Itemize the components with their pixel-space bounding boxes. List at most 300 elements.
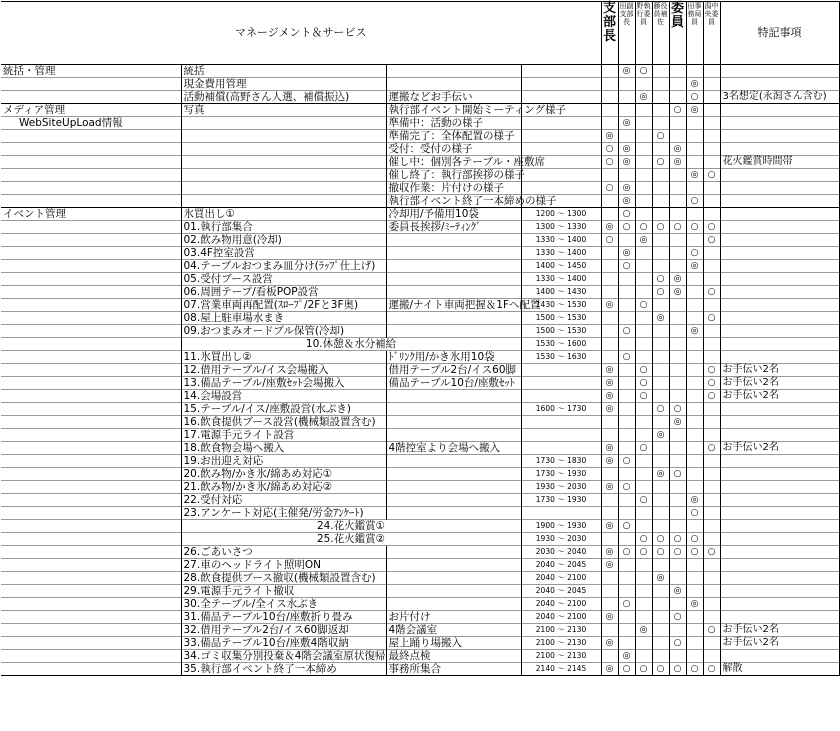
task-cell: 氷買出し①: [181, 208, 386, 221]
assignment-mark: [635, 325, 652, 338]
assignment-mark: [635, 312, 652, 325]
table-row: [1, 455, 839, 468]
assignment-mark: [686, 273, 703, 286]
assignment-mark: [601, 247, 618, 260]
note-cell: [720, 481, 839, 494]
assignment-mark: ○: [618, 663, 635, 676]
assignment-mark: [652, 585, 669, 598]
assignment-mark: [669, 130, 686, 143]
table-row: [1, 546, 839, 559]
category-cell: [1, 533, 181, 546]
assignment-mark: [635, 195, 652, 208]
assignment-mark: [618, 429, 635, 442]
assignment-mark: [686, 390, 703, 403]
assignment-mark: ○: [618, 325, 635, 338]
assignment-mark: ◎: [601, 663, 618, 676]
assignment-mark: [669, 299, 686, 312]
detail-cell: [386, 312, 521, 325]
table-row: [1, 637, 839, 650]
assignment-mark: [703, 598, 720, 611]
assignment-mark: ○: [652, 663, 669, 676]
assignment-mark: [686, 585, 703, 598]
table-row: [1, 78, 839, 91]
task-cell: 05.受付ブース設営: [181, 273, 386, 286]
assignment-mark: [703, 182, 720, 195]
assignment-mark: [652, 338, 669, 351]
notes-header: 特記事項: [720, 2, 839, 65]
time-cell: 2040 ～ 2100: [521, 572, 601, 585]
assignment-mark: ○: [635, 494, 652, 507]
time-cell: [521, 78, 601, 91]
assignment-mark: [601, 312, 618, 325]
table-row: [1, 325, 839, 338]
category-cell: [1, 455, 181, 468]
assignment-mark: [652, 624, 669, 637]
assignment-mark: [703, 117, 720, 130]
table-row: [1, 481, 839, 494]
assignment-mark: [669, 520, 686, 533]
note-cell: お手伝い2名: [720, 377, 839, 390]
category-cell: [1, 182, 181, 195]
task-cell: 12.借用テーブル/イス会場搬入: [181, 364, 386, 377]
detail-cell: 執行部イベント終了一本締めの様子: [386, 195, 521, 208]
assignment-mark: [618, 559, 635, 572]
assignment-mark: ○: [635, 533, 652, 546]
note-cell: [720, 65, 839, 78]
detail-cell: 催し終了：執行部挨拶の様子: [386, 169, 521, 182]
assignment-mark: [601, 260, 618, 273]
member-header: 田事務局員: [686, 2, 703, 65]
note-cell: [720, 143, 839, 156]
assignment-mark: [652, 364, 669, 377]
detail-cell: [386, 559, 521, 572]
assignment-mark: ◎: [618, 156, 635, 169]
task-cell: 24.花火鑑賞①: [181, 520, 521, 533]
assignment-mark: [635, 351, 652, 364]
note-cell: [720, 130, 839, 143]
time-cell: 1730 ～ 1930: [521, 494, 601, 507]
time-cell: [521, 429, 601, 442]
note-cell: [720, 195, 839, 208]
detail-cell: 借用テーブル2台/イス60脚: [386, 364, 521, 377]
note-cell: [720, 78, 839, 91]
task-cell: 16.飲食提供ブース設営(機械類設置含む): [181, 416, 386, 429]
assignment-mark: [618, 507, 635, 520]
detail-cell: 執行部イベント開始ミーティング様子: [386, 104, 521, 117]
note-cell: [720, 468, 839, 481]
assignment-mark: ◎: [601, 364, 618, 377]
category-cell: イベント管理: [1, 208, 181, 221]
assignment-mark: [618, 104, 635, 117]
assignment-mark: [635, 650, 652, 663]
assignment-mark: [703, 507, 720, 520]
assignment-mark: [601, 104, 618, 117]
detail-cell: 撤収作業：片付けの様子: [386, 182, 521, 195]
assignment-mark: ◎: [686, 325, 703, 338]
category-cell: [1, 403, 181, 416]
assignment-mark: [652, 78, 669, 91]
assignment-mark: [669, 650, 686, 663]
assignment-mark: [652, 598, 669, 611]
time-cell: 2040 ～ 2045: [521, 585, 601, 598]
assignment-mark: [635, 429, 652, 442]
table-row: [1, 286, 839, 299]
assignment-mark: [686, 351, 703, 364]
assignment-mark: [669, 195, 686, 208]
assignment-mark: ○: [652, 221, 669, 234]
assignment-mark: [601, 507, 618, 520]
assignment-mark: [686, 611, 703, 624]
schedule-sheet: [1, 1, 839, 676]
detail-cell: [386, 494, 521, 507]
time-cell: 1500 ～ 1530: [521, 312, 601, 325]
assignment-mark: [652, 91, 669, 104]
note-cell: [720, 234, 839, 247]
assignment-mark: ○: [686, 507, 703, 520]
task-cell: 08.屋上駐車場水まき: [181, 312, 386, 325]
assignment-mark: [669, 390, 686, 403]
assignment-mark: [635, 247, 652, 260]
task-cell: 20.飲み物/かき氷/綿あめ対応①: [181, 468, 386, 481]
category-cell: [1, 611, 181, 624]
assignment-mark: [703, 585, 720, 598]
assignment-mark: ◎: [601, 130, 618, 143]
assignment-mark: ◎: [601, 390, 618, 403]
assignment-mark: ○: [618, 481, 635, 494]
assignment-mark: [669, 481, 686, 494]
note-cell: [720, 403, 839, 416]
assignment-mark: [703, 247, 720, 260]
assignment-mark: [635, 182, 652, 195]
table-row: [1, 663, 839, 676]
detail-cell: 準備中：活動の様子: [386, 117, 521, 130]
task-cell: [181, 130, 386, 143]
category-cell: [1, 156, 181, 169]
detail-cell: ﾄﾞﾘﾝｸ用/かき氷用10袋: [386, 351, 521, 364]
task-cell: 17.電源手元ライト設営: [181, 429, 386, 442]
note-cell: [720, 351, 839, 364]
category-cell: [1, 221, 181, 234]
table-row: [1, 572, 839, 585]
category-cell: [1, 286, 181, 299]
assignment-mark: [652, 520, 669, 533]
assignment-mark: [669, 260, 686, 273]
assignment-mark: [703, 637, 720, 650]
detail-cell: 事務所集合: [386, 663, 521, 676]
assignment-mark: ○: [618, 598, 635, 611]
time-cell: 1330 ～ 1400: [521, 247, 601, 260]
assignment-mark: ○: [618, 351, 635, 364]
assignment-mark: [601, 117, 618, 130]
assignment-mark: ○: [618, 520, 635, 533]
assignment-mark: [669, 65, 686, 78]
table-row: [1, 650, 839, 663]
assignment-mark: ○: [635, 390, 652, 403]
assignment-mark: [652, 494, 669, 507]
assignment-mark: [686, 117, 703, 130]
table-row: [1, 533, 839, 546]
note-cell: [720, 507, 839, 520]
category-cell: [1, 481, 181, 494]
assignment-mark: ◎: [669, 156, 686, 169]
assignment-mark: [601, 624, 618, 637]
assignment-mark: [652, 208, 669, 221]
assignment-mark: [652, 351, 669, 364]
assignment-mark: [652, 247, 669, 260]
note-cell: [720, 533, 839, 546]
assignment-mark: [652, 377, 669, 390]
category-cell: [1, 637, 181, 650]
task-cell: 29.電源手元ライト撤収: [181, 585, 386, 598]
assignment-mark: [618, 299, 635, 312]
assignment-mark: [652, 117, 669, 130]
assignment-mark: [635, 507, 652, 520]
assignment-mark: ◎: [635, 234, 652, 247]
time-cell: 1930 ～ 2030: [521, 481, 601, 494]
assignment-mark: [635, 169, 652, 182]
task-cell: [181, 156, 386, 169]
category-cell: [1, 585, 181, 598]
assignment-mark: [686, 286, 703, 299]
time-cell: [521, 416, 601, 429]
assignment-mark: ◎: [652, 312, 669, 325]
time-cell: [521, 117, 601, 130]
note-cell: [720, 247, 839, 260]
detail-cell: [386, 546, 521, 559]
assignment-mark: ○: [703, 234, 720, 247]
detail-cell: 受付：受付の様子: [386, 143, 521, 156]
assignment-mark: [703, 572, 720, 585]
assignment-mark: ◎: [601, 221, 618, 234]
assignment-mark: [686, 468, 703, 481]
assignment-mark: [703, 520, 720, 533]
assignment-mark: [703, 338, 720, 351]
table-row: [1, 299, 839, 312]
time-cell: [521, 130, 601, 143]
assignment-mark: ○: [703, 312, 720, 325]
category-cell: [1, 624, 181, 637]
note-cell: [720, 416, 839, 429]
assignment-mark: [669, 169, 686, 182]
task-cell: 10.休憩＆水分補給: [181, 338, 521, 351]
table-title: マネージメント＆サービス: [1, 2, 601, 65]
assignment-mark: [686, 572, 703, 585]
assignment-mark: ○: [703, 221, 720, 234]
assignment-mark: ◎: [601, 442, 618, 455]
assignment-mark: [635, 572, 652, 585]
table-row: [1, 377, 839, 390]
assignment-mark: [686, 338, 703, 351]
task-cell: 34.ゴミ収集分別投棄＆4階会議室原状復帰: [181, 650, 386, 663]
time-cell: [521, 390, 601, 403]
assignment-mark: [635, 416, 652, 429]
note-cell: [720, 117, 839, 130]
assignment-mark: [652, 143, 669, 156]
assignment-mark: [703, 533, 720, 546]
assignment-mark: [703, 611, 720, 624]
table-body: [1, 65, 839, 676]
detail-cell: 準備完了：全体配置の様子: [386, 130, 521, 143]
time-cell: 2030 ～ 2040: [521, 546, 601, 559]
assignment-mark: [652, 390, 669, 403]
assignment-mark: ◎: [686, 169, 703, 182]
assignment-mark: [669, 234, 686, 247]
assignment-mark: [652, 611, 669, 624]
assignment-mark: [669, 598, 686, 611]
assignment-mark: ○: [703, 364, 720, 377]
assignment-mark: [652, 234, 669, 247]
category-cell: [1, 377, 181, 390]
assignment-mark: ◎: [618, 182, 635, 195]
assignment-mark: [601, 598, 618, 611]
detail-cell: 運搬/ナイト車両把握＆1Fへ配置: [386, 299, 521, 312]
assignment-mark: [635, 143, 652, 156]
category-cell: [1, 559, 181, 572]
assignment-mark: ○: [703, 169, 720, 182]
time-cell: 1730 ～ 1930: [521, 468, 601, 481]
table-row: [1, 169, 839, 182]
assignment-mark: ○: [635, 663, 652, 676]
assignment-mark: [635, 559, 652, 572]
note-cell: [720, 299, 839, 312]
task-cell: 02.飲み物用意(冷却): [181, 234, 386, 247]
assignment-mark: ○: [669, 221, 686, 234]
task-cell: 27.車のヘッドライト照明ON: [181, 559, 386, 572]
task-cell: 統括: [181, 65, 386, 78]
assignment-mark: ○: [601, 182, 618, 195]
assignment-mark: ○: [686, 91, 703, 104]
assignment-mark: ◎: [669, 416, 686, 429]
member-header: 野執行委員: [635, 2, 652, 65]
assignment-mark: [686, 416, 703, 429]
time-cell: 2040 ～ 2100: [521, 611, 601, 624]
assignment-mark: ○: [669, 663, 686, 676]
detail-cell: 冷却用/予備用10袋: [386, 208, 521, 221]
assignment-mark: [601, 429, 618, 442]
assignment-mark: [652, 455, 669, 468]
table-row: [1, 247, 839, 260]
assignment-mark: [669, 91, 686, 104]
task-cell: 04.テーブルおつまみ皿分け(ﾗｯﾌﾟ仕上げ): [181, 260, 386, 273]
assignment-mark: [618, 624, 635, 637]
category-cell: [1, 78, 181, 91]
assignment-mark: ○: [601, 156, 618, 169]
time-cell: 2040 ～ 2100: [521, 598, 601, 611]
time-cell: 1430 ～ 1530: [521, 299, 601, 312]
note-cell: [720, 208, 839, 221]
assignment-mark: ◎: [601, 377, 618, 390]
assignment-mark: [686, 442, 703, 455]
assignment-mark: ○: [635, 221, 652, 234]
time-cell: [521, 377, 601, 390]
assignment-mark: [703, 156, 720, 169]
category-cell: [1, 260, 181, 273]
assignment-mark: [686, 156, 703, 169]
assignment-mark: ○: [686, 247, 703, 260]
assignment-mark: ○: [635, 65, 652, 78]
detail-cell: [386, 260, 521, 273]
table-row: [1, 416, 839, 429]
category-cell: [1, 364, 181, 377]
detail-cell: 最終点検: [386, 650, 521, 663]
assignment-mark: [686, 429, 703, 442]
member-header: 委員: [669, 2, 686, 65]
note-cell: お手伝い2名: [720, 624, 839, 637]
assignment-mark: ◎: [686, 494, 703, 507]
table-row: [1, 260, 839, 273]
assignment-mark: ◎: [601, 611, 618, 624]
assignment-mark: ○: [703, 663, 720, 676]
note-cell: お手伝い2名: [720, 390, 839, 403]
note-cell: [720, 559, 839, 572]
assignment-mark: [686, 364, 703, 377]
assignment-mark: [703, 65, 720, 78]
detail-cell: [386, 273, 521, 286]
assignment-mark: ◎: [669, 143, 686, 156]
assignment-mark: [652, 416, 669, 429]
assignment-mark: ○: [618, 221, 635, 234]
task-cell: [181, 169, 386, 182]
assignment-mark: [652, 507, 669, 520]
assignment-mark: ○: [618, 260, 635, 273]
assignment-mark: [686, 182, 703, 195]
assignment-mark: [703, 299, 720, 312]
assignment-mark: [669, 78, 686, 91]
assignment-mark: [618, 637, 635, 650]
detail-cell: お片付け: [386, 611, 521, 624]
assignment-mark: ◎: [686, 104, 703, 117]
task-cell: 19.お出迎え対応: [181, 455, 386, 468]
task-cell: 15.テーブル/イス/座敷設営(水ぶき): [181, 403, 386, 416]
table-row: [1, 520, 839, 533]
assignment-mark: [618, 494, 635, 507]
category-cell: [1, 546, 181, 559]
member-header: 潟中央委員: [703, 2, 720, 65]
assignment-mark: [618, 572, 635, 585]
member-header: 藤役員補佐: [652, 2, 669, 65]
time-cell: [521, 364, 601, 377]
assignment-mark: ○: [652, 273, 669, 286]
category-cell: [1, 130, 181, 143]
table-row: [1, 403, 839, 416]
assignment-mark: [618, 468, 635, 481]
assignment-mark: ○: [686, 221, 703, 234]
assignment-mark: [669, 624, 686, 637]
detail-cell: [386, 481, 521, 494]
assignment-mark: ○: [652, 533, 669, 546]
assignment-mark: [652, 481, 669, 494]
assignment-mark: [703, 78, 720, 91]
assignment-mark: [652, 637, 669, 650]
table-row: [1, 117, 839, 130]
note-cell: [720, 429, 839, 442]
category-cell: [1, 494, 181, 507]
table-row: [1, 338, 839, 351]
assignment-mark: [601, 208, 618, 221]
time-cell: 1330 ～ 1400: [521, 273, 601, 286]
assignment-mark: [686, 403, 703, 416]
assignment-mark: [686, 624, 703, 637]
time-cell: [521, 169, 601, 182]
table-row: [1, 130, 839, 143]
assignment-mark: [703, 104, 720, 117]
category-cell: [1, 325, 181, 338]
note-cell: [720, 221, 839, 234]
task-cell: 活動補償(高野さん人選、補償振込): [181, 91, 386, 104]
assignment-mark: [703, 494, 720, 507]
assignment-mark: ◎: [635, 91, 652, 104]
assignment-mark: [618, 585, 635, 598]
